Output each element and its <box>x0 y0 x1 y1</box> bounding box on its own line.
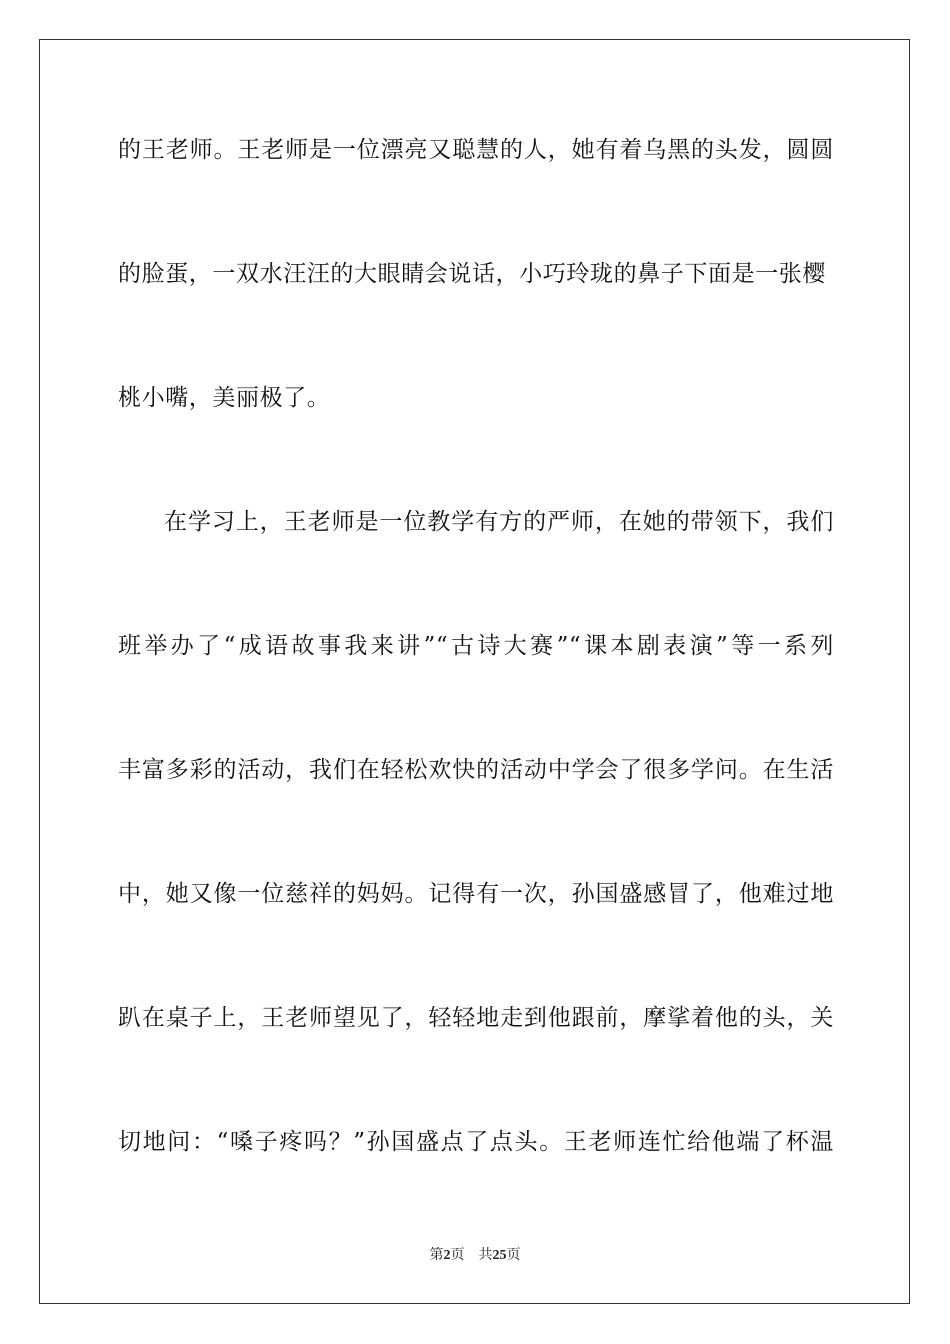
total-prefix: 共 <box>478 1247 493 1263</box>
paragraph-line-7: 中，她又像一位慈祥的妈妈。记得有一次，孙国盛感冒了，他难过地 <box>118 881 834 907</box>
paragraph-line-9: 切地问：“嗓子疼吗？”孙国盛点了点头。王老师连忙给他端了杯温 <box>118 1129 834 1155</box>
paragraph-line-2: 的脸蛋，一双水汪汪的大眼睛会说话，小巧玲珑的鼻子下面是一张樱 <box>118 261 826 287</box>
paragraph-line-8: 趴在桌子上，王老师望见了，轻轻地走到他跟前，摩挲着他的头，关 <box>118 1005 834 1031</box>
page-border <box>39 39 910 1304</box>
paragraph-line-1: 的王老师。王老师是一位漂亮又聪慧的人，她有着乌黑的头发，圆圆 <box>118 137 834 163</box>
total-suffix: 页 <box>506 1247 521 1263</box>
paragraph-line-4: 在学习上，王老师是一位教学有方的严师，在她的带领下，我们 <box>164 509 834 535</box>
total-pages: 25 <box>492 1248 507 1263</box>
page-footer <box>0 1246 950 1265</box>
page-prefix: 第 <box>429 1247 444 1263</box>
paragraph-line-3: 桃小嘴，美丽极了。 <box>118 385 331 411</box>
paragraph-line-5: 班举办了“成语故事我来讲”“古诗大赛”“课本剧表演”等一系列 <box>118 633 834 659</box>
paragraph-line-6: 丰富多彩的活动，我们在轻松欢快的活动中学会了很多学问。在生活 <box>118 757 834 783</box>
page-suffix: 页 <box>450 1247 465 1263</box>
page-number: 2 <box>443 1248 451 1263</box>
